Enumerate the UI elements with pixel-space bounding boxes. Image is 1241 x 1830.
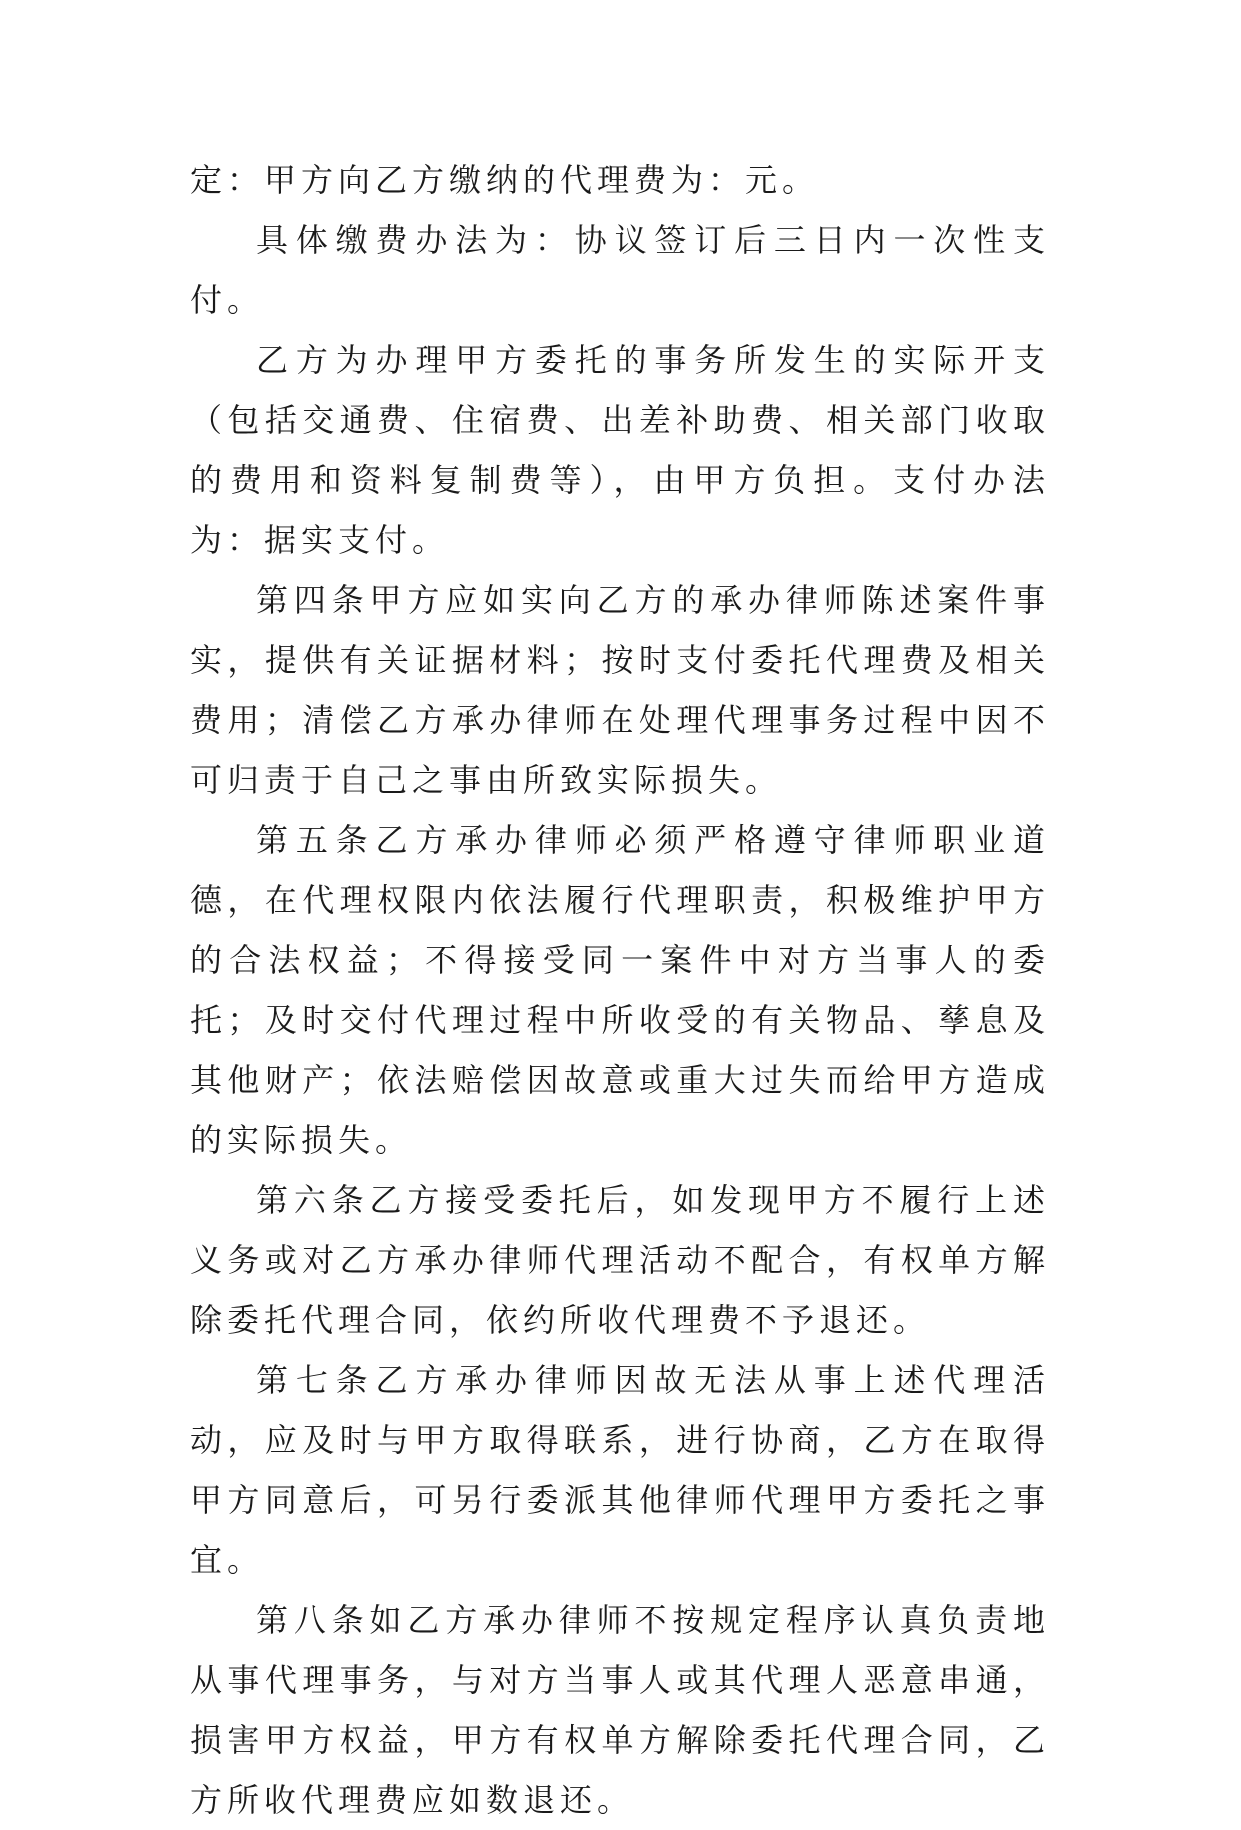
- paragraph-fee-amount: 定：甲方向乙方缴纳的代理费为：元。: [190, 161, 820, 199]
- paragraph-article-4: 第四条甲方应如实向乙方的承办律师陈述案件事实，提供有关证据材料；按时支付委托代理费及相关费用；清偿乙方承办律师在处理代理事务过程中因不可归责于自己之事由所致实际损失。: [190, 581, 1050, 799]
- paragraph-article-6: 第六条乙方接受委托后，如发现甲方不履行上述义务或对乙方承办律师代理活动不配合，有权单方解除委托代理合同，依约所收代理费不予退还。: [190, 1181, 1050, 1339]
- paragraph-expenses: 乙方为办理甲方委托的事务所发生的实际开支（包括交通费、住宿费、出差补助费、相关部门收取的费用和资料复制费等），由甲方负担。支付办法为：据实支付。: [190, 341, 1050, 559]
- paragraph-article-5: 第五条乙方承办律师必须严格遵守律师职业道德，在代理权限内依法履行代理职责，积极维护甲方的合法权益；不得接受同一案件中对方当事人的委托；及时交付代理过程中所收受的有关物品、孳息及其他财产；依法赔偿因故意或重大过失而给甲方造成的实际损失。: [190, 821, 1050, 1159]
- paragraph-article-7: 第七条乙方承办律师因故无法从事上述代理活动，应及时与甲方取得联系，进行协商，乙方在取得甲方同意后，可另行委派其他律师代理甲方委托之事宜。: [190, 1361, 1050, 1579]
- paragraph-payment-method: 具体缴费办法为：协议签订后三日内一次性支付。: [190, 221, 1050, 319]
- document-body: [190, 150, 1050, 1830]
- paragraph-article-8: 第八条如乙方承办律师不按规定程序认真负责地从事代理事务，与对方当事人或其代理人恶意串通，损害甲方权益，甲方有权单方解除委托代理合同，乙方所收代理费应如数退还。: [190, 1601, 1050, 1819]
